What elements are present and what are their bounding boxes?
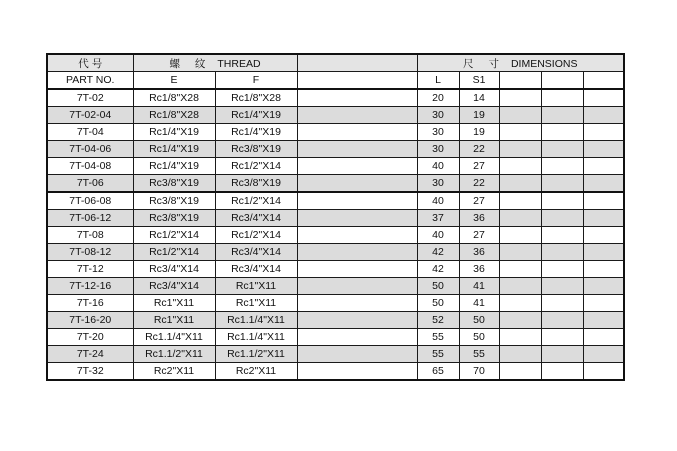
thread-f-cell: Rc2"X11: [215, 363, 297, 381]
thread-f-cell: Rc3/4"X14: [215, 244, 297, 261]
table-row: [47, 346, 624, 363]
spec-sheet: [46, 53, 625, 381]
dimension-s1-cell: 70: [459, 363, 499, 381]
thread-e-cell: Rc3/8"X19: [133, 210, 215, 227]
thread-f-cell: Rc3/8"X19: [215, 141, 297, 158]
blank-cell: [499, 329, 541, 346]
thread-f-cell: Rc1/2"X14: [215, 158, 297, 175]
blank-cell: [583, 278, 624, 295]
dimension-l-cell: 30: [417, 107, 459, 124]
blank-cell: [541, 158, 583, 175]
dimension-l-cell: 42: [417, 261, 459, 278]
thread-e-cell: Rc3/8"X19: [133, 192, 215, 210]
thread-f-cell: Rc1/8"X28: [215, 89, 297, 107]
col-header-e: E: [133, 72, 215, 90]
dimensions-header-cjk: 尺 寸: [463, 57, 505, 70]
dimension-l-cell: 42: [417, 244, 459, 261]
part-number-cell: 7T-08-12: [47, 244, 133, 261]
thread-f-cell: Rc1.1/2"X11: [215, 346, 297, 363]
blank-header-cell: [297, 72, 417, 90]
blank-cell: [297, 312, 417, 329]
dimension-s1-cell: 50: [459, 312, 499, 329]
thread-e-cell: Rc1/2"X14: [133, 227, 215, 244]
thread-f-cell: Rc1/4"X19: [215, 124, 297, 141]
blank-cell: [297, 329, 417, 346]
dimension-l-cell: 30: [417, 141, 459, 158]
blank-cell: [541, 329, 583, 346]
thread-e-cell: Rc1"X11: [133, 312, 215, 329]
blank-cell: [499, 141, 541, 158]
blank-cell: [541, 244, 583, 261]
blank-cell: [297, 175, 417, 193]
part-header-en: PART NO.: [47, 72, 133, 90]
blank-cell: [297, 124, 417, 141]
dimensions-header: [417, 54, 624, 72]
table-row: [47, 158, 624, 175]
thread-f-cell: Rc1"X11: [215, 278, 297, 295]
thread-e-cell: Rc1/4"X19: [133, 158, 215, 175]
blank-cell: [499, 261, 541, 278]
table-row: [47, 192, 624, 210]
blank-cell: [499, 107, 541, 124]
thread-e-cell: Rc1/8"X28: [133, 107, 215, 124]
blank-cell: [297, 346, 417, 363]
dimension-l-cell: 30: [417, 124, 459, 141]
dimension-s1-cell: 36: [459, 244, 499, 261]
blank-cell: [583, 192, 624, 210]
blank-cell: [297, 158, 417, 175]
dimension-s1-cell: 14: [459, 89, 499, 107]
blank-cell: [541, 312, 583, 329]
blank-cell: [297, 192, 417, 210]
dimensions-header-en: DIMENSIONS: [510, 57, 578, 70]
blank-cell: [499, 227, 541, 244]
blank-cell: [541, 227, 583, 244]
blank-cell: [297, 210, 417, 227]
table-row: [47, 227, 624, 244]
blank-cell: [583, 89, 624, 107]
table-row: [47, 295, 624, 312]
part-number-cell: 7T-08: [47, 227, 133, 244]
blank-header-cell: [499, 72, 541, 90]
thread-f-cell: Rc3/4"X14: [215, 210, 297, 227]
blank-cell: [541, 210, 583, 227]
blank-header-cell: [583, 72, 624, 90]
part-number-cell: 7T-12-16: [47, 278, 133, 295]
blank-cell: [297, 107, 417, 124]
thread-f-cell: Rc1/2"X14: [215, 192, 297, 210]
blank-cell: [499, 89, 541, 107]
blank-cell: [583, 363, 624, 381]
dimension-s1-cell: 22: [459, 175, 499, 193]
blank-cell: [499, 278, 541, 295]
blank-cell: [499, 363, 541, 381]
thread-header-en: THREAD: [217, 57, 261, 70]
blank-cell: [297, 363, 417, 381]
part-number-cell: 7T-20: [47, 329, 133, 346]
table-row: [47, 261, 624, 278]
thread-header-cjk: 螺 纹: [169, 57, 212, 70]
blank-cell: [541, 124, 583, 141]
thread-f-cell: Rc1/4"X19: [215, 107, 297, 124]
part-number-cell: 7T-04-08: [47, 158, 133, 175]
blank-cell: [541, 89, 583, 107]
thread-f-cell: Rc3/8"X19: [215, 175, 297, 193]
table-row: [47, 210, 624, 227]
dimension-l-cell: 40: [417, 158, 459, 175]
dimension-s1-cell: 36: [459, 261, 499, 278]
part-header-cjk: 代 号: [47, 54, 133, 72]
dimension-l-cell: 20: [417, 89, 459, 107]
blank-cell: [297, 141, 417, 158]
thread-e-cell: Rc2"X11: [133, 363, 215, 381]
dimension-s1-cell: 27: [459, 227, 499, 244]
blank-cell: [583, 210, 624, 227]
part-number-cell: 7T-04-06: [47, 141, 133, 158]
dimension-s1-cell: 19: [459, 124, 499, 141]
thread-e-cell: Rc1/4"X19: [133, 124, 215, 141]
blank-cell: [541, 295, 583, 312]
header-row-1: [47, 54, 624, 72]
thread-e-cell: Rc1"X11: [133, 295, 215, 312]
dimension-l-cell: 40: [417, 227, 459, 244]
blank-cell: [499, 312, 541, 329]
thread-e-cell: Rc3/4"X14: [133, 278, 215, 295]
dimension-l-cell: 50: [417, 295, 459, 312]
blank-cell: [541, 261, 583, 278]
header-row-2: [47, 72, 624, 90]
blank-cell: [583, 244, 624, 261]
dimension-s1-cell: 27: [459, 158, 499, 175]
thread-f-cell: Rc1.1/4"X11: [215, 329, 297, 346]
dimension-s1-cell: 19: [459, 107, 499, 124]
dimension-s1-cell: 41: [459, 278, 499, 295]
part-number-cell: 7T-06: [47, 175, 133, 193]
thread-f-cell: Rc1/2"X14: [215, 227, 297, 244]
blank-cell: [583, 346, 624, 363]
table-row: [47, 89, 624, 107]
blank-cell: [583, 261, 624, 278]
thread-e-cell: Rc1.1/4"X11: [133, 329, 215, 346]
dimension-l-cell: 52: [417, 312, 459, 329]
dimension-l-cell: 65: [417, 363, 459, 381]
dimension-s1-cell: 41: [459, 295, 499, 312]
blank-cell: [297, 278, 417, 295]
table-row: [47, 107, 624, 124]
col-header-f: F: [215, 72, 297, 90]
thread-e-cell: Rc3/4"X14: [133, 261, 215, 278]
dimension-l-cell: 55: [417, 346, 459, 363]
dimension-s1-cell: 27: [459, 192, 499, 210]
thread-e-cell: Rc1.1/2"X11: [133, 346, 215, 363]
blank-cell: [499, 210, 541, 227]
table-row: [47, 244, 624, 261]
dimension-s1-cell: 55: [459, 346, 499, 363]
blank-header-cell: [541, 72, 583, 90]
thread-f-cell: Rc1"X11: [215, 295, 297, 312]
thread-e-cell: Rc1/8"X28: [133, 89, 215, 107]
table-row: [47, 175, 624, 193]
blank-cell: [583, 175, 624, 193]
part-number-cell: 7T-02: [47, 89, 133, 107]
blank-cell: [541, 107, 583, 124]
part-number-cell: 7T-16-20: [47, 312, 133, 329]
blank-cell: [583, 329, 624, 346]
table-row: [47, 124, 624, 141]
part-number-cell: 7T-16: [47, 295, 133, 312]
part-number-cell: 7T-06-12: [47, 210, 133, 227]
blank-cell: [499, 158, 541, 175]
dimension-s1-cell: 36: [459, 210, 499, 227]
part-number-cell: 7T-04: [47, 124, 133, 141]
dimension-l-cell: 55: [417, 329, 459, 346]
blank-cell: [583, 312, 624, 329]
thread-f-cell: Rc1.1/4"X11: [215, 312, 297, 329]
blank-cell: [499, 124, 541, 141]
blank-cell: [541, 278, 583, 295]
blank-cell: [297, 227, 417, 244]
col-header-l: L: [417, 72, 459, 90]
dimension-s1-cell: 22: [459, 141, 499, 158]
table-row: [47, 141, 624, 158]
blank-cell: [297, 295, 417, 312]
blank-header-cell: [297, 54, 417, 72]
blank-cell: [583, 107, 624, 124]
part-number-cell: 7T-06-08: [47, 192, 133, 210]
part-number-cell: 7T-32: [47, 363, 133, 381]
blank-cell: [499, 175, 541, 193]
part-number-cell: 7T-02-04: [47, 107, 133, 124]
col-header-s1: S1: [459, 72, 499, 90]
blank-cell: [583, 227, 624, 244]
blank-cell: [541, 141, 583, 158]
blank-cell: [583, 295, 624, 312]
thread-e-cell: Rc3/8"X19: [133, 175, 215, 193]
blank-cell: [541, 175, 583, 193]
blank-cell: [583, 141, 624, 158]
blank-cell: [297, 261, 417, 278]
blank-cell: [499, 346, 541, 363]
dimension-l-cell: 30: [417, 175, 459, 193]
table-row: [47, 278, 624, 295]
table-row: [47, 329, 624, 346]
blank-cell: [499, 295, 541, 312]
part-number-cell: 7T-24: [47, 346, 133, 363]
blank-cell: [583, 124, 624, 141]
blank-cell: [297, 89, 417, 107]
blank-cell: [541, 363, 583, 381]
thread-e-cell: Rc1/4"X19: [133, 141, 215, 158]
dimension-l-cell: 50: [417, 278, 459, 295]
blank-cell: [499, 192, 541, 210]
table-row: [47, 312, 624, 329]
fitting-dimensions-table: [46, 53, 625, 381]
table-row: [47, 363, 624, 381]
blank-cell: [499, 244, 541, 261]
thread-f-cell: Rc3/4"X14: [215, 261, 297, 278]
blank-cell: [583, 158, 624, 175]
dimension-l-cell: 40: [417, 192, 459, 210]
blank-cell: [297, 244, 417, 261]
part-number-cell: 7T-12: [47, 261, 133, 278]
thread-header: [133, 54, 297, 72]
thread-e-cell: Rc1/2"X14: [133, 244, 215, 261]
dimension-l-cell: 37: [417, 210, 459, 227]
blank-cell: [541, 346, 583, 363]
dimension-s1-cell: 50: [459, 329, 499, 346]
blank-cell: [541, 192, 583, 210]
